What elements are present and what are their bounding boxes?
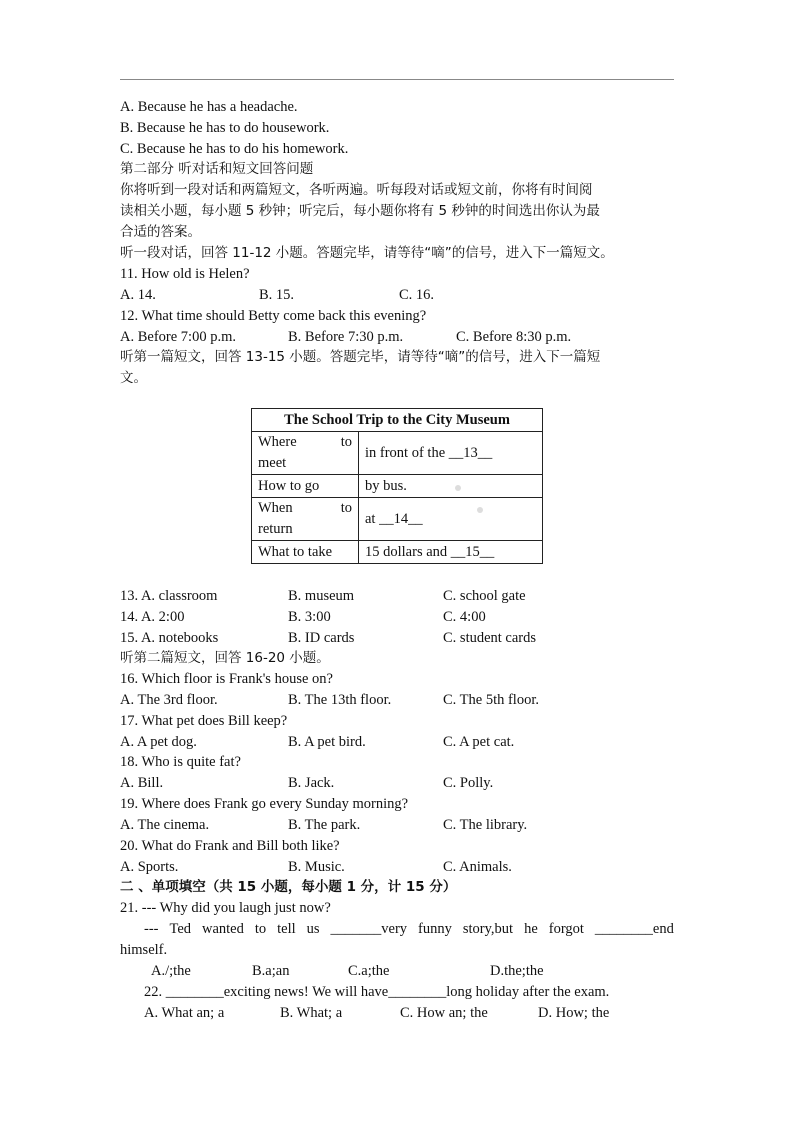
q17-option-a: A. A pet dog.: [120, 734, 197, 750]
table-label-word: return: [258, 521, 293, 537]
q11-option-c: C. 16.: [399, 287, 435, 303]
q22-question: 22. ________exciting news! We will have________long holiday after the exam.: [144, 984, 610, 1000]
q10-option-a: A. Because he has a headache.: [120, 99, 298, 115]
table-label-word: When: [258, 500, 293, 516]
q21-option-a: A./;the: [151, 963, 191, 979]
table-row: [252, 541, 543, 564]
q18-option-c: C. Polly.: [443, 775, 494, 791]
q13-option-c: C. school gate: [443, 588, 526, 604]
q18-option-b: B. Jack.: [288, 775, 335, 791]
q20-option-b: B. Music.: [288, 859, 345, 875]
q18-option-a: A. Bill.: [120, 775, 164, 791]
trip-table: [251, 408, 543, 564]
q14-option-b: B. 3:00: [288, 609, 331, 625]
q12-option-a: A. Before 7:00 p.m.: [120, 329, 236, 345]
q12-question: 12. What time should Betty come back this evening?: [120, 308, 427, 324]
part2-instructions-1: 你将听到一段对话和两篇短文，各听两遍。听每段对话或短文前，你将有时间阅: [120, 182, 593, 198]
q21-word: he: [524, 921, 538, 937]
q17-question: 17. What pet does Bill keep?: [120, 713, 288, 729]
q10-option-c: C. Because he has to do his homework.: [120, 141, 349, 157]
dialog-intro: 听一段对话，回答 11-12 小题。答题完毕，请等待“嘀”的信号，进入下一篇短文。: [120, 245, 614, 261]
q16-option-a: A. The 3rd floor.: [120, 692, 218, 708]
q15-option-b: B. ID cards: [288, 630, 355, 646]
table-row: [252, 475, 543, 498]
q13-option-b: B. museum: [288, 588, 355, 604]
scan-speck: [477, 507, 483, 513]
q11-option-a: A. 14.: [120, 287, 156, 303]
q21-word: story,but: [462, 921, 514, 937]
q21-question: 21. --- Why did you laugh just now?: [120, 900, 331, 916]
part2-heading: 第二部分 听对话和短文回答问题: [120, 161, 314, 177]
table-label-cell: [252, 498, 359, 541]
q11-question: 11. How old is Helen?: [120, 266, 250, 282]
table-label-cell: What to take: [252, 541, 359, 564]
q21-option-d: D.the;the: [490, 963, 544, 979]
table-label-cell: [252, 432, 359, 475]
q21-line3: himself.: [120, 942, 168, 958]
q21-word: wanted: [202, 921, 244, 937]
q10-option-b: B. Because he has to do housework.: [120, 120, 330, 136]
q15-option-c: C. student cards: [443, 630, 537, 646]
scan-speck: [455, 485, 461, 491]
table-label-word: meet: [258, 455, 287, 471]
q12-option-b: B. Before 7:30 p.m.: [288, 329, 404, 345]
table-value-cell: 15 dollars and __15__: [359, 541, 543, 564]
q16-option-c: C. The 5th floor.: [443, 692, 539, 708]
q18-question: 18. Who is quite fat?: [120, 754, 241, 770]
q21-word: funny: [418, 921, 452, 937]
q14-option-a: 14. A. 2:00: [120, 609, 185, 625]
q21-word: forgot: [548, 921, 584, 937]
q22-option-d: D. How; the: [538, 1005, 610, 1021]
q12-option-c: C. Before 8:30 p.m.: [456, 329, 572, 345]
q19-option-b: B. The park.: [288, 817, 361, 833]
table-value-cell: by bus.: [359, 475, 543, 498]
q21-word: us: [306, 921, 320, 937]
q15-option-a: 15. A. notebooks: [120, 630, 219, 646]
q21-word: ---: [144, 921, 159, 937]
q13-option-a: 13. A. classroom: [120, 588, 218, 604]
table-header-row: [252, 409, 543, 432]
table-value-cell: in front of the __13__: [359, 432, 543, 475]
q16-option-b: B. The 13th floor.: [288, 692, 392, 708]
q11-option-b: B. 15.: [259, 287, 295, 303]
q20-question: 20. What do Frank and Bill both like?: [120, 838, 340, 854]
part2-instructions-3: 合适的答案。: [120, 224, 201, 240]
table-label-cell: How to go: [252, 475, 359, 498]
table-label-word: to: [340, 500, 352, 516]
section2-heading: 二 、单项填空（共 15 小题，每小题 1 分，计 15 分）: [120, 879, 457, 895]
table-row: [252, 432, 543, 475]
table-label-word: to: [340, 434, 352, 450]
passage1-intro-2: 文。: [120, 370, 147, 386]
table-value-cell: at __14__: [359, 498, 543, 541]
q14-option-c: C. 4:00: [443, 609, 486, 625]
passage1-intro-1: 听第一篇短文，回答 13-15 小题。答题完毕，请等待“嘀”的信号，进入下一篇短: [120, 349, 601, 365]
table-title: The School Trip to the City Museum: [252, 409, 543, 432]
q21-word: _______very: [330, 921, 408, 937]
q21-word: Ted: [169, 921, 192, 937]
q22-option-b: B. What; a: [280, 1005, 343, 1021]
q21-line2: [144, 919, 674, 939]
q19-question: 19. Where does Frank go every Sunday morning?: [120, 796, 409, 812]
q21-word: to: [254, 921, 267, 937]
q20-option-a: A. Sports.: [120, 859, 179, 875]
q22-option-c: C. How an; the: [400, 1005, 488, 1021]
q16-question: 16. Which floor is Frank's house on?: [120, 671, 333, 687]
q22-option-a: A. What an; a: [144, 1005, 225, 1021]
q19-option-a: A. The cinema.: [120, 817, 210, 833]
header-rule: [120, 79, 674, 80]
q21-option-b: B.a;an: [252, 963, 290, 979]
q21-word: ________end: [594, 921, 674, 937]
q21-word: tell: [277, 921, 296, 937]
table-row: [252, 498, 543, 541]
q17-option-c: C. A pet cat.: [443, 734, 515, 750]
q21-option-c: C.a;the: [348, 963, 390, 979]
q17-option-b: B. A pet bird.: [288, 734, 366, 750]
part2-instructions-2: 读相关小题，每小题 5 秒钟；听完后，每小题你将有 5 秒钟的时间选出你认为最: [120, 203, 600, 219]
q19-option-c: C. The library.: [443, 817, 528, 833]
q20-option-c: C. Animals.: [443, 859, 512, 875]
passage2-intro: 听第二篇短文，回答 16-20 小题。: [120, 650, 330, 666]
table-label-word: Where: [258, 434, 297, 450]
